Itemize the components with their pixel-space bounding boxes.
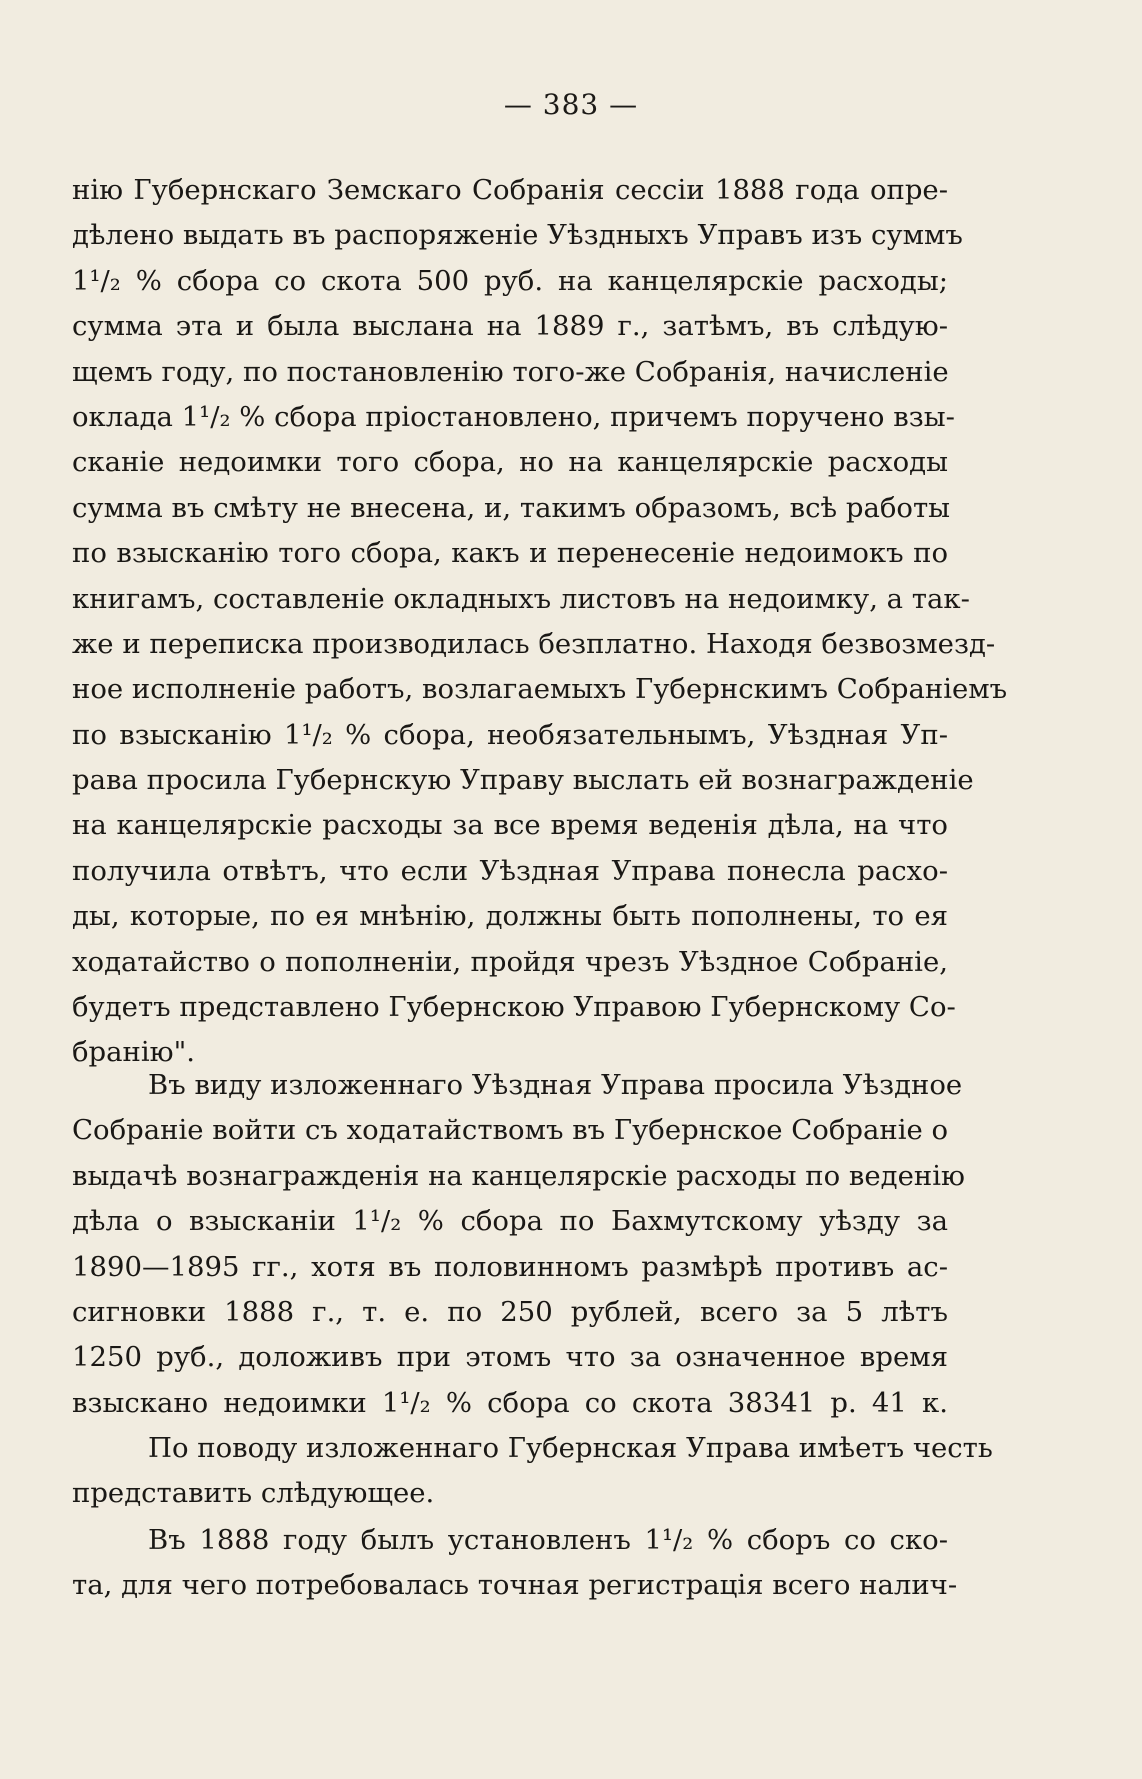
text-line: получила отвѣтъ, что если Уѣздная Управа понесла расхо- [72, 854, 948, 887]
text-line: нію Губернскаго Земскаго Собранія сессіи 1888 года опре- [72, 174, 948, 206]
text-line: же и переписка производилась безплатно. Находя безвозмезд- [72, 627, 996, 660]
text-line: сканіе недоимки того сбора, но на канцелярскіе расходы [72, 446, 948, 479]
paragraph-3 [72, 1426, 993, 1517]
text-line: сумма въ смѣту не внесена, и, такимъ образомъ, всѣ работы [72, 491, 951, 524]
paragraph-4 [72, 1518, 958, 1609]
paragraph-1 [72, 168, 1008, 1076]
text-line: выдачѣ вознагражденія на канцелярскіе расходы по веденію [72, 1159, 965, 1192]
text-line: книгамъ, составленіе окладныхъ листовъ на недоимку, а так- [72, 582, 970, 615]
text-line: взыскано недоимки 1¹/₂ % сбора со скота 38341 р. 41 к. [72, 1386, 948, 1419]
text-line: ды, которые, по ея мнѣнію, должны быть пополнены, то ея [72, 900, 948, 933]
text-line: та, для чего потребовалась точная регистрація всего налич- [72, 1569, 958, 1602]
text-line: по взысканію 1¹/₂ % сбора, необязательнымъ, Уѣздная Уп- [72, 718, 948, 751]
text-line: 1890—1895 гг., хотя въ половинномъ размѣрѣ противъ ас- [72, 1250, 948, 1283]
text-line: По поводу изложеннаго Губернская Управа имѣетъ честь [148, 1432, 993, 1464]
text-line: щемъ году, по постановленію того-же Собранія, начисленіе [72, 355, 949, 388]
text-line: дѣла о взысканіи 1¹/₂ % сбора по Бахмутскому уѣзду за [72, 1205, 948, 1238]
text-line: ходатайство о пополненіи, пройдя чрезъ Уѣздное Собраніе, [72, 945, 948, 978]
text-line: сумма эта и была выслана на 1889 г., затѣмъ, въ слѣдую- [72, 310, 948, 343]
paragraph-2 [72, 1063, 965, 1426]
text-line: Въ 1888 году былъ установленъ 1¹/₂ % сборъ со ско- [148, 1524, 948, 1556]
text-line: 1250 руб., доложивъ при этомъ что за означенное время [72, 1341, 948, 1374]
text-line: Собраніе войти съ ходатайствомъ въ Губернское Собраніе о [72, 1114, 949, 1147]
text-line: на канцелярскіе расходы за все время веденія дѣла, на что [72, 809, 948, 842]
text-line: ное исполненіе работъ, возлагаемыхъ Губернскимъ Собраніемъ [72, 673, 1008, 706]
text-line: оклада 1¹/₂ % сбора пріостановлено, причемъ поручено взы- [72, 400, 955, 433]
text-line: бранію". [72, 1036, 196, 1069]
text-line: дѣлено выдать въ распоряженіе Уѣздныхъ Управъ изъ суммъ [72, 219, 963, 252]
page-number: — 383 — [503, 88, 639, 121]
text-line: по взысканію того сбора, какъ и перенесеніе недоимокъ по [72, 537, 948, 570]
text-line: 1¹/₂ % сбора со скота 500 руб. на канцелярскіе расходы; [72, 264, 948, 297]
text-line: представить слѣдующее. [72, 1477, 435, 1510]
text-line: Въ виду изложеннаго Уѣздная Управа просила Уѣздное [148, 1069, 963, 1101]
text-line: рава просила Губернскую Управу выслать ей вознагражденіе [72, 764, 974, 797]
text-line: будетъ представлено Губернскою Управою Губернскому Со- [72, 991, 956, 1024]
text-line: сигновки 1888 г., т. е. по 250 рублей, всего за 5 лѣтъ [72, 1295, 948, 1328]
